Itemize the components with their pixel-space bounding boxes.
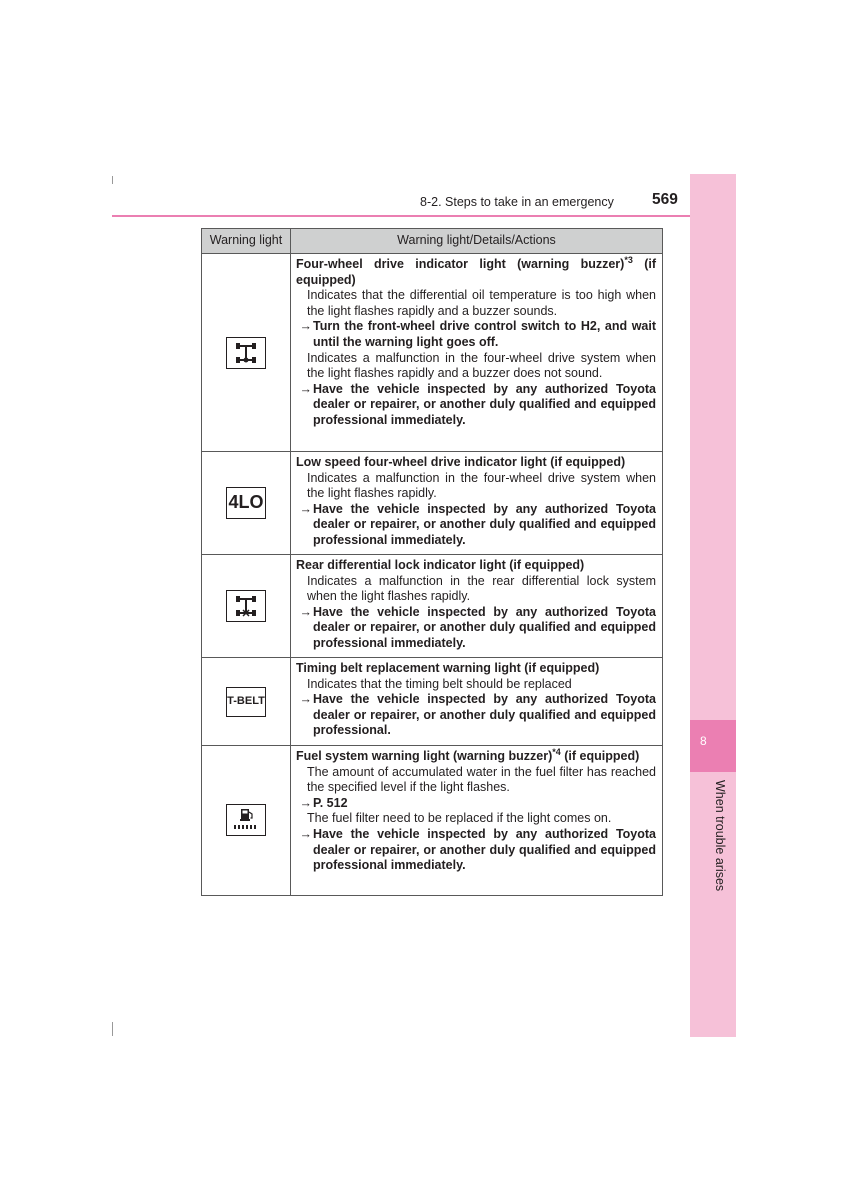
row-details: Indicates a malfunction in the four-wheel drive system when the light flashes rapidly. xyxy=(307,470,656,501)
row-action: → Have the vehicle inspected by any authorized Toyota dealer or repairer, or another duly qualified and equipped professional immediately. xyxy=(296,605,656,652)
table-row xyxy=(202,746,663,896)
details-cell xyxy=(291,658,663,746)
row-action: → Have the vehicle inspected by any authorized Toyota dealer or repairer, or another duly qualified and equipped professional. xyxy=(296,692,656,739)
four-wheel-drive-icon xyxy=(226,337,266,369)
icon-cell xyxy=(202,452,291,555)
row-title: Rear differential lock indicator light (if equipped) xyxy=(296,558,585,572)
table-header-row xyxy=(202,229,663,254)
arrow-icon: → xyxy=(299,501,312,516)
chapter-number: 8 xyxy=(700,734,707,748)
table-row xyxy=(202,555,663,658)
row-details: Indicates that the timing belt should be replaced xyxy=(307,676,572,691)
chapter-tab[interactable] xyxy=(690,720,736,772)
details-cell xyxy=(291,452,663,555)
arrow-icon: → xyxy=(299,604,312,619)
row-details: Indicates a malfunction in the four-wheel drive system when the light flashes rapidly and a buzzer does not sound. xyxy=(307,350,656,381)
arrow-icon: → xyxy=(299,319,312,334)
row-action: → Have the vehicle inspected by any authorized Toyota dealer or repairer, or another duly qualified and equipped professional immediately. xyxy=(296,827,656,874)
crop-mark xyxy=(112,1022,113,1036)
table-row xyxy=(202,452,663,555)
details-cell xyxy=(291,746,663,896)
row-title: Fuel system warning light (warning buzzer)$^{*4}$ (if equipped) xyxy=(296,746,640,763)
arrow-icon: → xyxy=(299,826,312,841)
rear-differential-lock-icon xyxy=(226,590,266,622)
arrow-icon: → xyxy=(299,692,312,707)
table-row xyxy=(202,254,663,452)
page-reference-link[interactable]: → P. 512 xyxy=(296,796,656,812)
row-title: Timing belt replacement warning light (if equipped) xyxy=(296,661,600,675)
section-title: 8-2. Steps to take in an emergency xyxy=(420,195,614,209)
column-header-details: Warning light/Details/Actions xyxy=(291,229,663,254)
arrow-icon: → xyxy=(299,795,312,810)
fuel-system-icon xyxy=(226,804,266,836)
row-details: The amount of accumulated water in the fuel filter has reached the specified level if the light flashes. xyxy=(307,764,656,795)
row-title: Four-wheel drive indicator light (warning buzzer)$^{*3}$ (if equipped) xyxy=(296,254,656,287)
details-cell xyxy=(291,555,663,658)
crop-mark xyxy=(112,176,113,184)
t-belt-indicator-icon: T-BELT xyxy=(226,687,266,717)
details-cell xyxy=(291,254,663,452)
side-tab xyxy=(690,174,736,720)
icon-cell xyxy=(202,555,291,658)
row-action: → Have the vehicle inspected by any authorized Toyota dealer or repairer, or another duly qualified and equipped professional immediately. xyxy=(296,382,656,429)
row-details: Indicates that the differential oil temperature is too high when the light flashes rapidly and a buzzer sounds. xyxy=(307,288,656,318)
row-details: Indicates a malfunction in the rear differential lock system when the light flashes rapidly. xyxy=(307,573,656,604)
arrow-icon: → xyxy=(299,381,312,396)
row-title: Low speed four-wheel drive indicator light (if equipped) xyxy=(296,455,626,469)
header-rule xyxy=(112,215,690,217)
row-action: → Have the vehicle inspected by any authorized Toyota dealer or repairer, or another duly qualified and equipped professional immediately. xyxy=(296,502,656,549)
row-action: → Turn the front-wheel drive control switch to H2, and wait until the warning light goes off. xyxy=(296,319,656,350)
page-number: 569 xyxy=(652,191,678,208)
icon-cell xyxy=(202,658,291,746)
column-header-warning-light: Warning light xyxy=(202,229,291,254)
4lo-indicator-icon: 4LO xyxy=(226,487,266,519)
chapter-title: When trouble arises xyxy=(713,780,727,892)
icon-cell xyxy=(202,746,291,896)
table-row xyxy=(202,658,663,746)
row-details: The fuel filter need to be replaced if the light comes on. xyxy=(307,811,612,826)
icon-cell xyxy=(202,254,291,452)
warning-light-table xyxy=(201,228,663,896)
